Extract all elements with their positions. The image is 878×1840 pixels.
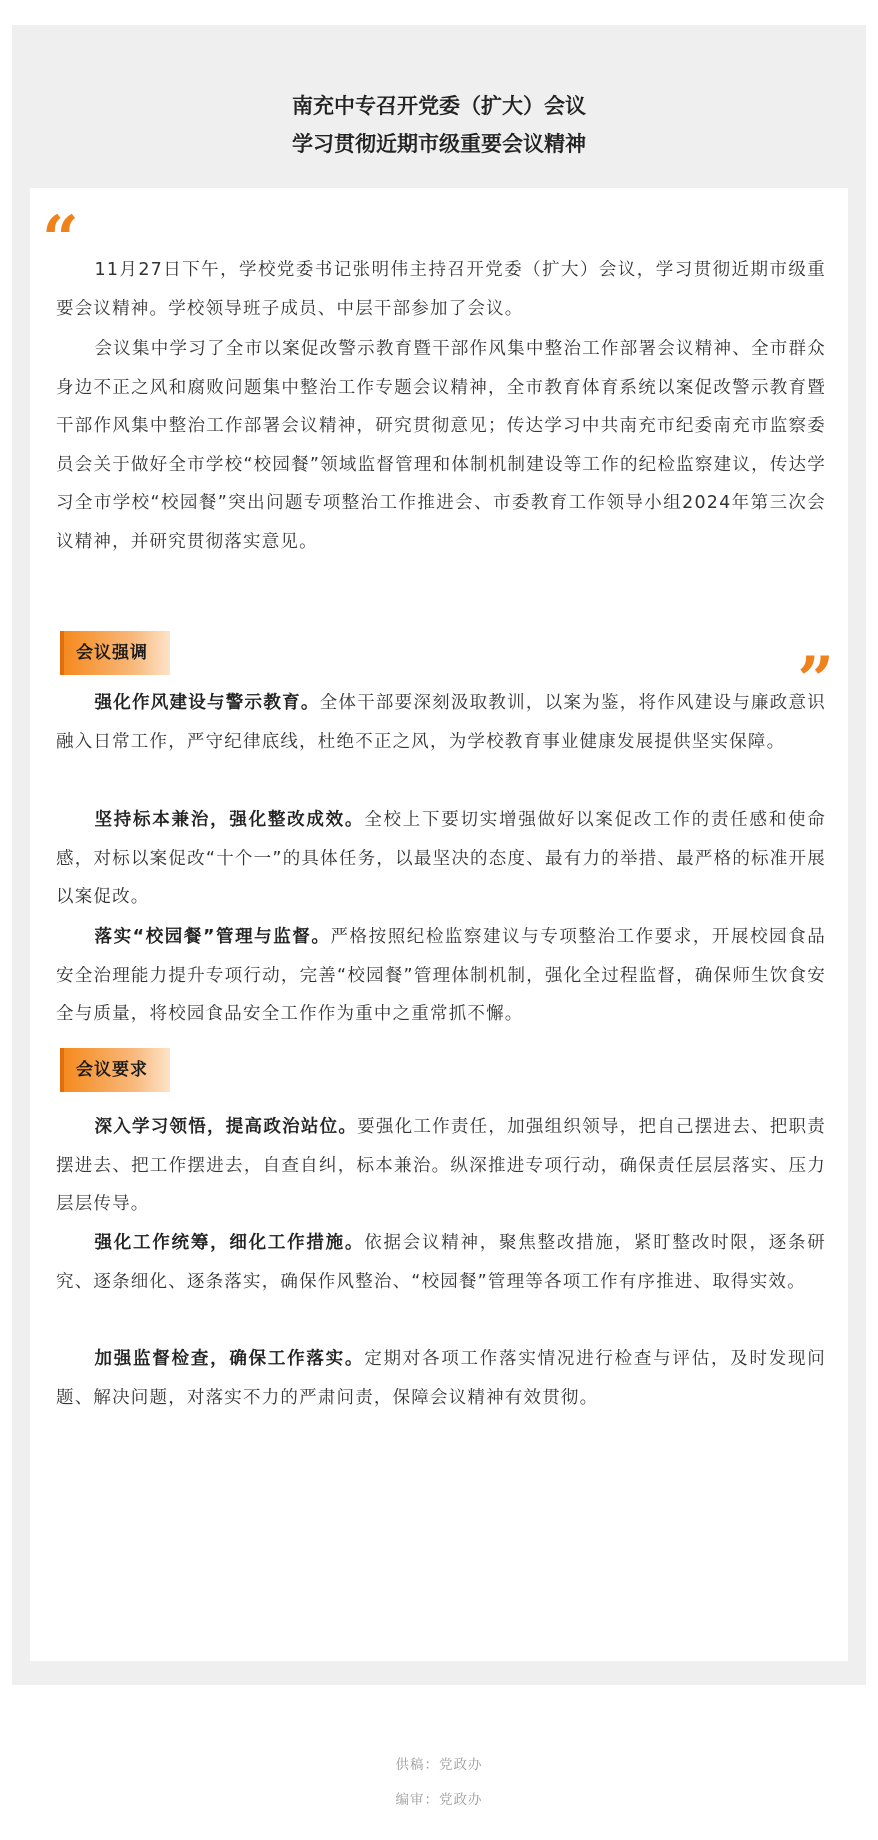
- article-card: [30, 188, 848, 1661]
- requirement-paragraph-1: [56, 1108, 826, 1224]
- article-panel: [12, 25, 866, 1685]
- requirement-2-heading: 强化工作统筹，细化工作措施。: [94, 1233, 365, 1253]
- emphasis-1-heading: 强化作风建设与警示教育。: [94, 693, 320, 713]
- article-title: [12, 87, 866, 163]
- intro-paragraph-1: 11月27日下午，学校党委书记张明伟主持召开党委（扩大）会议，学习贯彻近期市级重要会议精神。学校领导班子成员、中层干部参加了会议。: [56, 260, 826, 319]
- intro-paragraph-2: 会议集中学习了全市以案促改警示教育暨干部作风集中整治工作部署会议精神、全市群众身边不正之风和腐败问题集中整治工作专题会议精神，全市教育体育系统以案促改警示教育暨干部作风集中整治工作部署会议精神，研究贯彻意见；传达学习中共南充市纪委南充市监察委员会关于做好全市学校“校园餐”领域监督管理和体制机制建设等工作的纪检监察建议，传达学习全市学校“校园餐”突出问题专项整治工作推进会、市委教育工作领导小组2024年第三次会议精神，并研究贯彻落实意见。: [56, 339, 826, 552]
- requirement-1-text: 要强化工作责任，加强组织领导，把自己摆进去、把职责摆进去、把工作摆进去，自查自纠，标本兼治。纵深推进专项行动，确保责任层层落实、压力层层传导。: [56, 1117, 826, 1214]
- emphasis-paragraph-2: [56, 801, 826, 917]
- title-line-2: 学习贯彻近期市级重要会议精神: [292, 132, 586, 156]
- emphasis-2-text: 全校上下要切实增强做好以案促改工作的责任感和使命感，对标以案促改“十个一”的具体任务，以最坚决的态度、最有力的举措、最严格的标准开展以案促改。: [56, 810, 826, 907]
- footer-supply: 供稿：党政办: [395, 1757, 483, 1773]
- emphasis-3-text: 严格按照纪检监察建议与专项整治工作要求，开展校园食品安全治理能力提升专项行动，完善“校园餐”管理体制机制，强化全过程监督，确保师生饮食安全与质量，将校园食品安全工作作为重中之重常抓不懈。: [56, 927, 827, 1024]
- emphasis-paragraph-3: [56, 918, 826, 1034]
- close-quote-icon: ”: [797, 643, 834, 718]
- requirement-2-text: 依据会议精神，聚焦整改措施，紧盯整改时限，逐条研究、逐条细化、逐条落实，确保作风整治、“校园餐”管理等各项工作有序推进、取得实效。: [56, 1233, 826, 1292]
- title-line-1: 南充中专召开党委（扩大）会议: [292, 94, 586, 118]
- section-tag-emphasis: 会议强调: [60, 631, 170, 675]
- requirement-paragraph-3: [56, 1340, 826, 1417]
- requirement-3-text: 定期对各项工作落实情况进行检查与评估，及时发现问题、解决问题，对落实不力的严肃问责，保障会议精神有效贯彻。: [56, 1349, 826, 1408]
- emphasis-paragraph-1: [56, 684, 826, 761]
- footer-edit: 编审：党政办: [395, 1792, 483, 1808]
- emphasis-3-heading: 落实“校园餐”管理与监督。: [94, 927, 331, 947]
- requirement-1-heading: 深入学习领悟，提高政治站位。: [94, 1117, 358, 1137]
- requirement-3-heading: 加强监督检查，确保工作落实。: [94, 1349, 365, 1369]
- emphasis-2-heading: 坚持标本兼治，强化整改成效。: [94, 810, 365, 830]
- section-tag-requirements: 会议要求: [60, 1048, 170, 1092]
- emphasis-1-text: 全体干部要深刻汲取教训，以案为鉴，将作风建设与廉政意识融入日常工作，严守纪律底线，杜绝不正之风，为学校教育事业健康发展提供坚实保障。: [56, 693, 826, 752]
- requirement-paragraph-2: [56, 1224, 826, 1301]
- open-quote-icon: “: [42, 202, 79, 277]
